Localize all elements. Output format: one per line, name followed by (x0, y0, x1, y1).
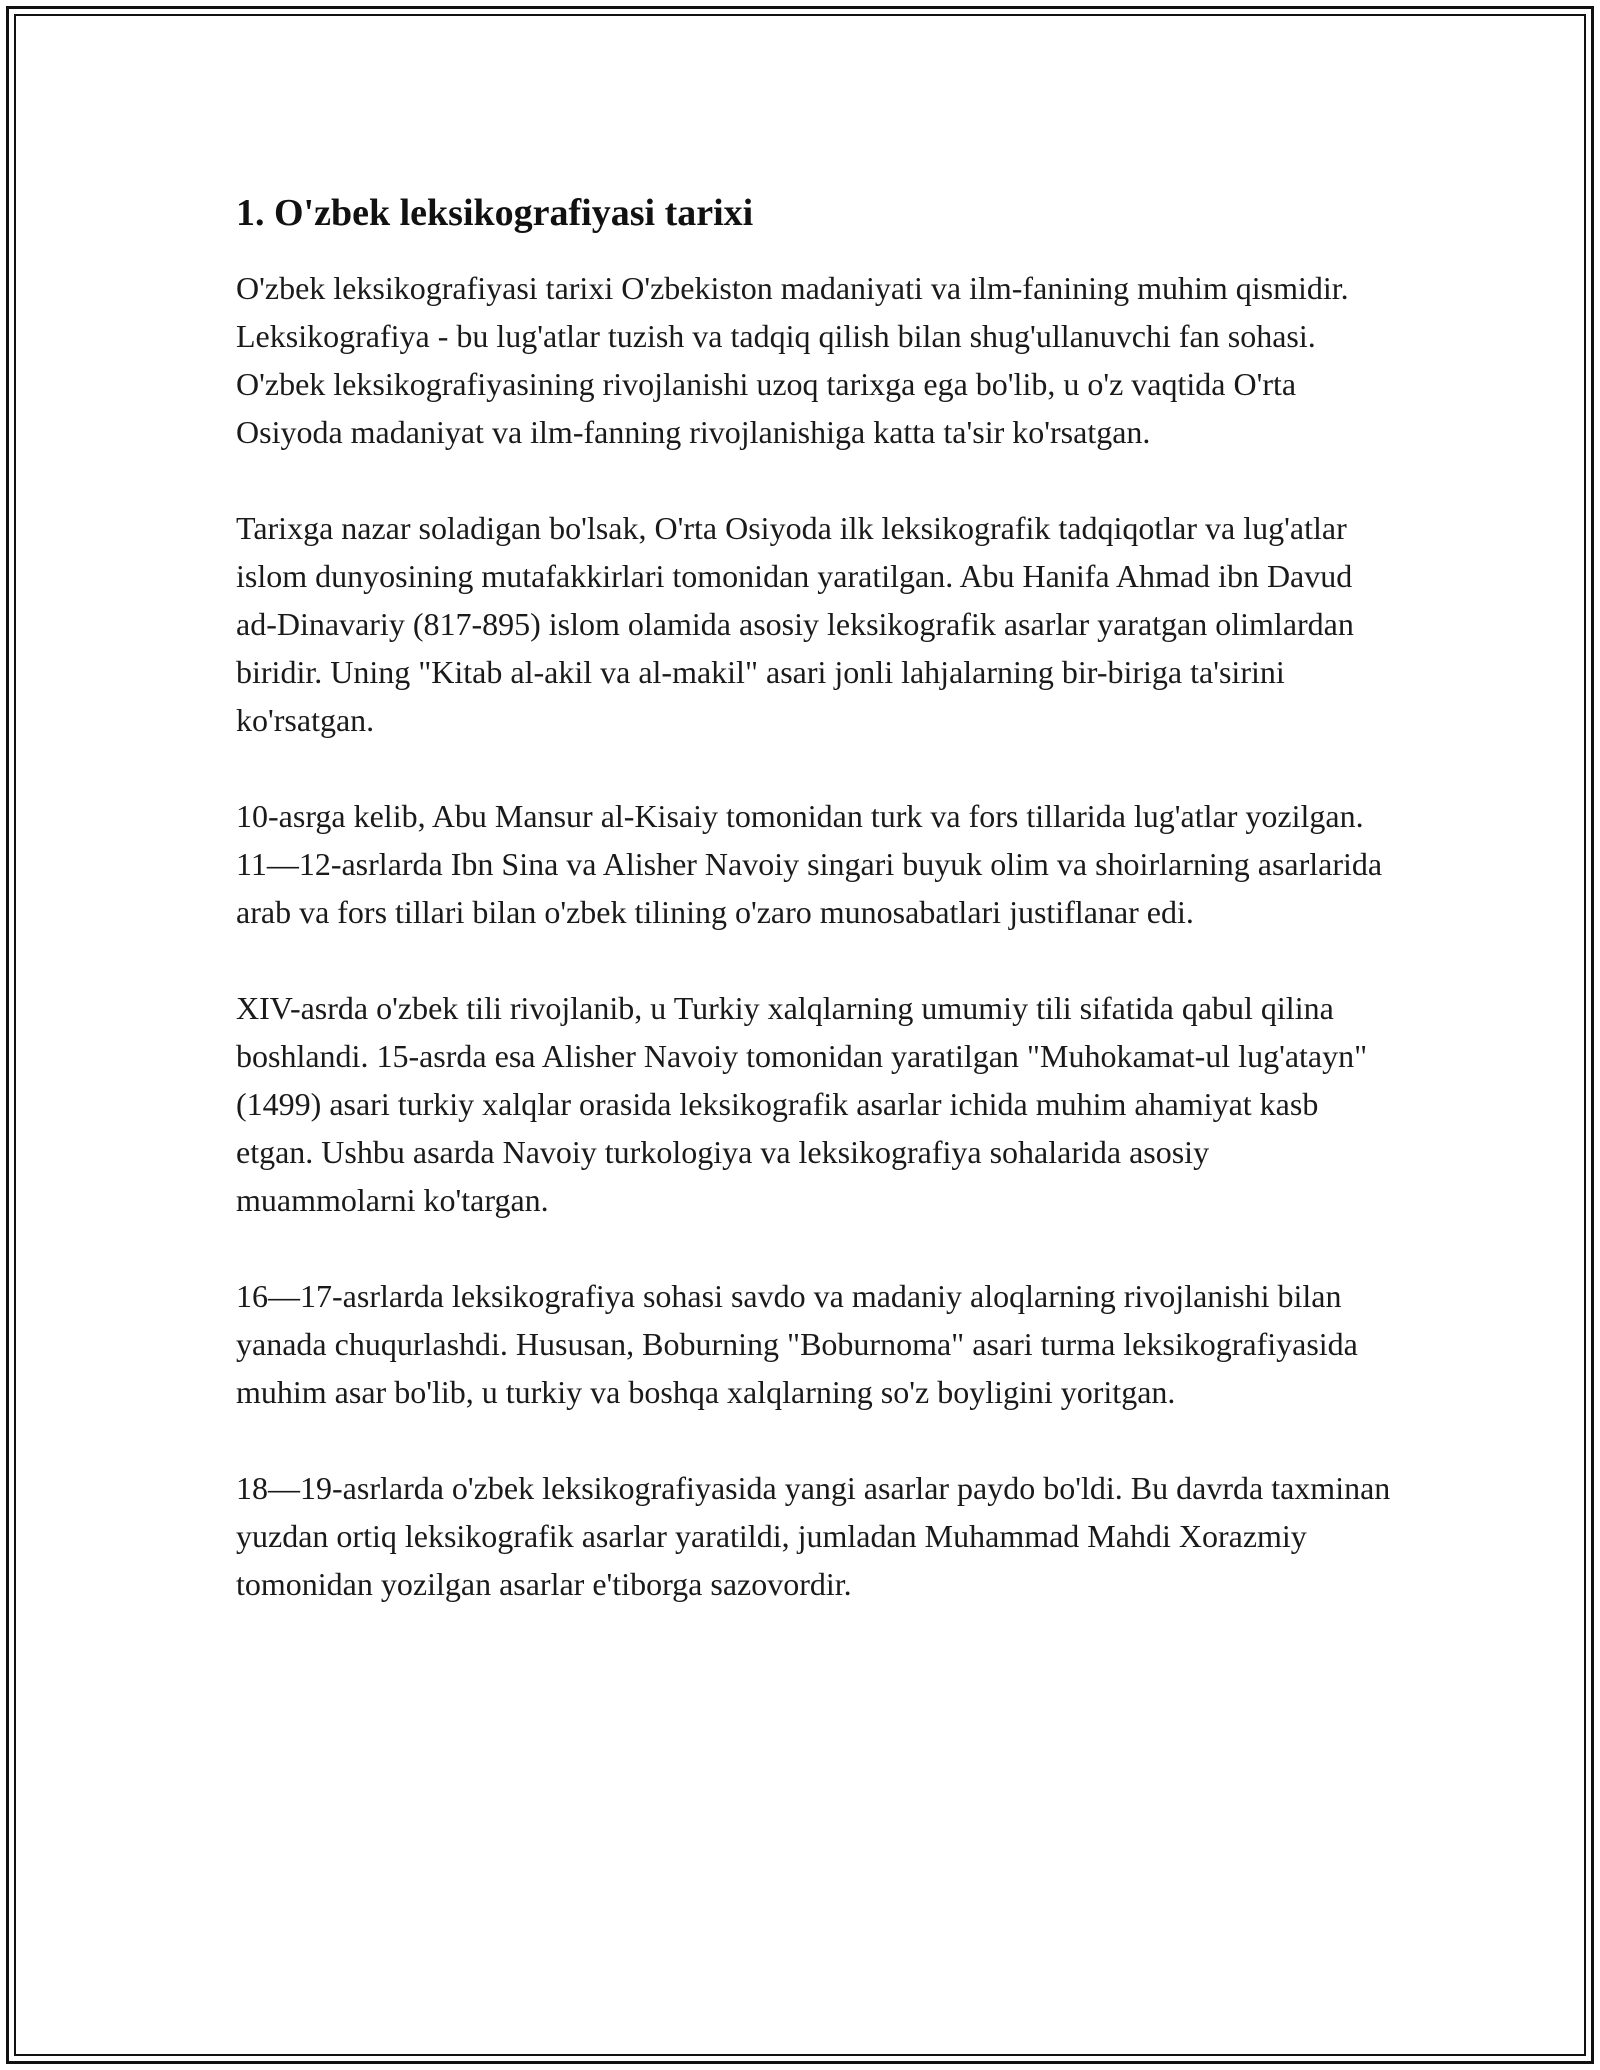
paragraph-early-history: Tarixga nazar soladigan bo'lsak, O'rta Osiyoda ilk leksikografik tadqiqotlar va lug'atlar islom dunyosining mutafakkirlari tomonidan yaratilgan. Abu Hanifa Ahmad ibn Davud ad-Dinavariy (817-895) islom olamida asosiy leksikografik asarlar yaratgan olimlardan biridir. Uning "Kitab al-akil va al-makil" asari jonli lahjalarning bir-biriga ta'sirini ko'rsatgan. (236, 510, 1354, 738)
paragraph-16th-17th-century: 16—17-asrlarda leksikografiya sohasi savdo va madaniy aloqlarning rivojlanishi bilan yanada chuqurlashdi. Hususan, Boburning "Boburnoma" asari turma leksikografiyasida muhim asar bo'lib, u turkiy va boshqa xalqlarning so'z boyligini yoritgan. (236, 1278, 1358, 1410)
paragraph-18th-19th-century: 18—19-asrlarda o'zbek leksikografiyasida yangi asarlar paydo bo'ldi. Bu davrda taxminan yuzdan ortiq leksikografik asarlar yaratildi, jumladan Muhammad Mahdi Xorazmiy tomonidan yozilgan asarlar e'tiborga sazovordir. (236, 1470, 1391, 1602)
section-heading: 1. O'zbek leksikografiyasi tarixi (236, 192, 754, 234)
paragraph-intro: O'zbek leksikografiyasi tarixi O'zbekiston madaniyati va ilm-fanining muhim qismidir. Leksikografiya - bu lug'atlar tuzish va tadqiq qilish bilan shug'ullanuvchi fan sohasi. O'zbek leksikografiyasining rivojlanishi uzoq tarixga ega bo'lib, u o'z vaqtida O'rta Osiyoda madaniyat va ilm-fanning rivojlanishiga katta ta'sir ko'rsatgan. (236, 270, 1349, 450)
paragraph-10th-century: 10-asrga kelib, Abu Mansur al-Kisaiy tomonidan turk va fors tillarida lug'atlar yozilgan. 11—12-asrlarda Ibn Sina va Alisher Navoiy singari buyuk olim va shoirlarning asarlarida arab va fors tillari bilan o'zbek tilining o'zaro munosabatlari justiflanar edi. (236, 798, 1383, 930)
paragraph-14th-15th-century: XIV-asrda o'zbek tili rivojlanib, u Turkiy xalqlarning umumiy tili sifatida qabul qilina boshlandi. 15-asrda esa Alisher Navoiy tomonidan yaratilgan "Muhokamat-ul lug'atayn" (1499) asari turkiy xalqlar orasida leksikografik asarlar ichida muhim ahamiyat kasb etgan. Ushbu asarda Navoiy turkologiya va leksikografiya sohalarida asosiy muammolarni ko'targan. (236, 990, 1368, 1218)
document-body (236, 188, 1396, 1656)
